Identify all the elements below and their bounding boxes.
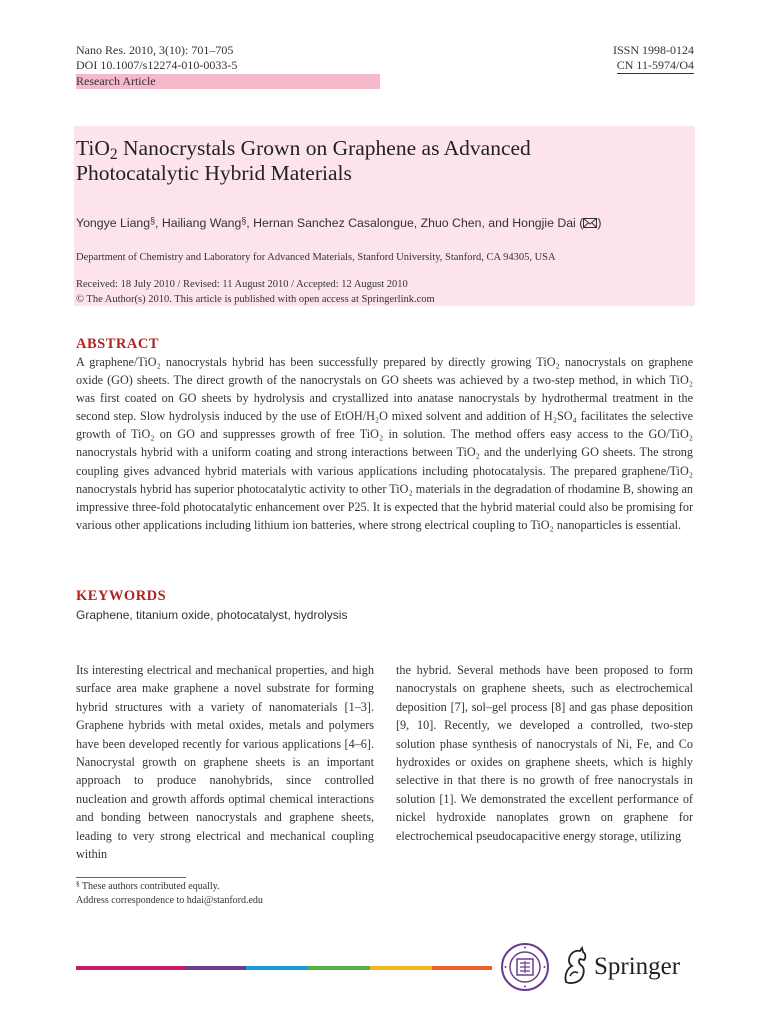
keywords-heading: KEYWORDS bbox=[76, 588, 167, 604]
springer-horse-icon bbox=[560, 946, 588, 986]
springer-logo-text: Springer bbox=[594, 953, 681, 980]
article-type-bar bbox=[76, 74, 380, 89]
body-left-column: Its interesting electrical and mechanical properties, and high surface area make graphene a novel substrate for forming hybrid structures with a variety of nanomaterials [1–3]. Graphene hybrids with metal oxides, metals and polymers have been developed recently for various applications [4–6]. Nanocrystal growth on graphene sheets is an important approach to produce nanohybrids, since controlled nucleation and growth affords optimal chemical interactions and bonding between nanocrystals and graphene sheets, leading to very strong electrical and mechanical coupling within bbox=[76, 663, 374, 862]
body-right-column: the hybrid. Several methods have been proposed to form nanocrystals on graphene sheets, such as electrochemical deposition [7], sol–gel process [8] and gas phase deposition [9, 10]. Recently, we developed a controlled, two-step solution phase synthesis of nanocrystals of Ni, Fe, and Co hydroxides or oxides on graphene sheets, which is highly selective in that there is no growth of free nanocrystals in solution [1]. We demonstrated the excellent performance of nickel hydroxide nanoplates grown on graphene for electrochemical pseudocapacitive energy storage, utilizing bbox=[396, 663, 693, 843]
article-type: Research Article bbox=[76, 74, 156, 88]
article-dates: Received: 18 July 2010 / Revised: 11 August 2010 / Accepted: 12 August 2010 bbox=[76, 279, 408, 290]
abstract-text: A graphene/TiO₂ nanocrystals hybrid has been successfully prepared by directly growing TiO₂ nanocrystals on graphene oxide (GO) sheets. The direct growth of the nanocrystals on GO sheets was achieved by a two-step method, in which TiO₂ was first coated on GO sheets by hydrolysis and crystallized into anatase nanocrystals by hydrothermal treatment in the second step. Slow hydrolysis induced by the use of EtOH/H₂O mixed solvent and addition of H₂SO₄ facilitates the selective growth of TiO₂ on GO and suppresses growth of free TiO₂ in solution. The method offers easy access to the GO/TiO₂ nanocrystals hybrid with a uniform coating and strong interactions between TiO₂ and the underlying GO sheets. The strong coupling gives advanced hybrid materials with various applications including photocatalysis. The prepared graphene/TiO₂ nanocrystals hybrid has superior photocatalytic activity to other TiO₂ materials in the degradation of rhodamine B, showing an impressive three-fold photocatalytic enhancement over P25. It is expected that the hybrid material could also be promising for various other applications including lithium ion batteries, where strong electrical coupling to TiO₂ nanoparticles is essential. bbox=[76, 355, 693, 532]
author-list: Yongye Liang§, Hailiang Wang§, Hernan Sanchez Casalongue, Zhuo Chen, and Hongjie Dai ( ) bbox=[76, 215, 602, 230]
issn: ISSN 1998-0124 bbox=[612, 43, 694, 57]
color-bar bbox=[76, 966, 492, 970]
tsinghua-press-seal-icon bbox=[500, 942, 550, 992]
doi: DOI 10.1007/s12274-010-0033-5 bbox=[76, 58, 238, 72]
article-title: TiO$_2$ Nanocrystals Grown on Graphene as Advanced Photocatalytic Hybrid Materials bbox=[76, 136, 531, 185]
keywords-list: Graphene, titanium oxide, photocatalyst, hydrolysis bbox=[76, 608, 348, 622]
footnote-correspondence: Address correspondence to hdai@stanford.edu bbox=[76, 895, 263, 906]
affiliation: Department of Chemistry and Laboratory for Advanced Materials, Stanford University, Stanford, CA 94305, USA bbox=[76, 252, 556, 263]
abstract-heading: ABSTRACT bbox=[76, 336, 159, 352]
journal-citation: Nano Res. 2010, 3(10): 701–705 bbox=[76, 43, 234, 57]
copyright-notice: © The Author(s) 2010. This article is published with open access at Springerlink.com bbox=[76, 294, 435, 305]
footnote-divider bbox=[76, 877, 186, 878]
cn-number: CN 11-5974/O4 bbox=[616, 58, 694, 72]
footnote-equal-contribution: § These authors contributed equally. bbox=[76, 880, 220, 892]
envelope-icon[interactable] bbox=[583, 217, 597, 227]
